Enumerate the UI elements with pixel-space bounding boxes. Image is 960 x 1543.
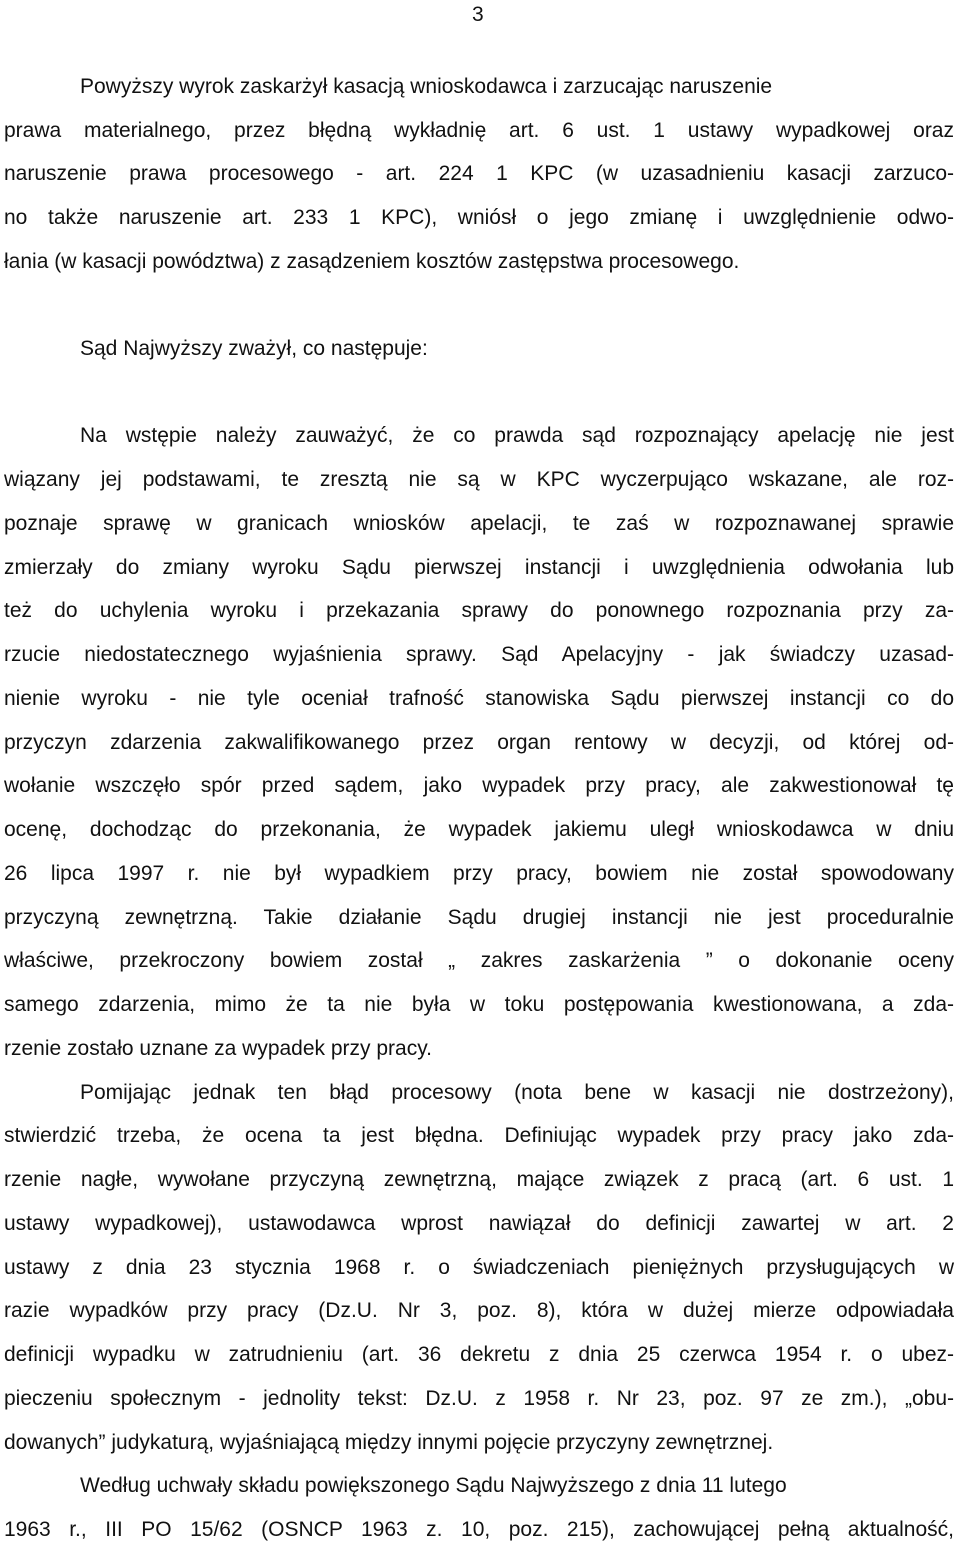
text-line: Według uchwały składu powiększonego Sądu Najwyższego z dnia 11 lutego <box>80 1474 787 1497</box>
text-line: definicji wypadku w zatrudnieniu (art. 36 dekretu z dnia 25 czerwca 1954 r. o ubez- <box>4 1343 954 1366</box>
heading-text: Sąd Najwyższy zważył, co następuje: <box>80 337 428 360</box>
text-line: nienie wyroku - nie tyle oceniał trafność stanowiska Sądu pierwszej instancji co do <box>4 687 954 710</box>
text-line: ustawy wypadkowej), ustawodawca wprost nawiązał do definicji zawartej w art. 2 <box>4 1212 954 1235</box>
text-line: zmierzały do zmiany wyroku Sądu pierwszej instancji i uwzględnienia odwołania lub <box>4 556 954 579</box>
text-line: Pomijając jednak ten błąd procesowy (nota bene w kasacji nie dostrzeżony), <box>80 1081 954 1104</box>
text-line: też do uchylenia wyroku i przekazania sprawy do ponownego rozpoznania przy za- <box>4 599 954 622</box>
text-line: ustawy z dnia 23 stycznia 1968 r. o świadczeniach pieniężnych przysługujących w <box>4 1256 954 1279</box>
text-line: naruszenie prawa procesowego - art. 224 1 KPC (w uzasadnieniu kasacji zarzuco- <box>4 162 954 185</box>
text-line: przyczyn zdarzenia zakwalifikowanego przez organ rentowy w decyzji, od której od- <box>4 731 954 754</box>
text-line: właściwe, przekroczony bowiem został „ zakres zaskarżenia ” o dokonanie oceny <box>4 949 954 972</box>
text-line: razie wypadków przy pracy (Dz.U. Nr 3, poz. 8), która w dużej mierze odpowiadała <box>4 1299 954 1322</box>
text-line: ocenę, dochodząc do przekonania, że wypadek jakiemu uległ wnioskodawca w dniu <box>4 818 954 841</box>
text-line: przyczyną zewnętrzną. Takie działanie Sądu drugiej instancji nie jest proceduralnie <box>4 906 954 929</box>
text-line: łania (w kasacji powództwa) z zasądzeniem kosztów zastępstwa procesowego. <box>4 250 740 273</box>
page-number: 3 <box>472 3 484 26</box>
text-line: wołanie wszczęło spór przed sądem, jako wypadek przy pracy, ale zakwestionował tę <box>4 774 954 797</box>
text-line: Na wstępie należy zauważyć, że co prawda sąd rozpoznający apelację nie jest <box>80 424 954 447</box>
text-line: rzenie nagłe, wywołane przyczyną zewnętrzną, mające związek z pracą (art. 6 ust. 1 <box>4 1168 954 1191</box>
text-line: pieczeniu społecznym - jednolity tekst: Dz.U. z 1958 r. Nr 23, poz. 97 ze zm.), „obu- <box>4 1387 954 1410</box>
text-line: 1963 r., III PO 15/62 (OSNCP 1963 z. 10, poz. 215), zachowującej pełną aktualność, <box>4 1518 954 1541</box>
text-line: rzenie zostało uznane za wypadek przy pracy. <box>4 1037 432 1060</box>
text-line: stwierdzić trzeba, że ocena ta jest błędna. Definiując wypadek przy pracy jako zda- <box>4 1124 954 1147</box>
text-line: dowanych” judykaturą, wyjaśniającą między innymi pojęcie przyczyny zewnętrznej. <box>4 1431 774 1454</box>
text-line: rzucie niedostatecznego wyjaśnienia sprawy. Sąd Apelacyjny - jak świadczy uzasad- <box>4 643 954 666</box>
text-line: no także naruszenie art. 233 1 KPC), wniósł o jego zmianę i uwzględnienie odwo- <box>4 206 954 229</box>
text-line: poznaje sprawę w granicach wniosków apelacji, te zaś w rozpoznawanej sprawie <box>4 512 954 535</box>
text-line: Powyższy wyrok zaskarżył kasacją wnioskodawca i zarzucając naruszenie <box>80 75 773 98</box>
text-line: samego zdarzenia, mimo że ta nie była w toku postępowania kwestionowana, a zda- <box>4 993 954 1016</box>
text-line: prawa materialnego, przez błędną wykładnię art. 6 ust. 1 ustawy wypadkowej oraz <box>4 119 954 142</box>
text-line: wiązany jej podstawami, te zresztą nie są w KPC wyczerpująco wskazane, ale roz- <box>4 468 954 491</box>
text-line: 26 lipca 1997 r. nie był wypadkiem przy pracy, bowiem nie został spowodowany <box>4 862 954 885</box>
